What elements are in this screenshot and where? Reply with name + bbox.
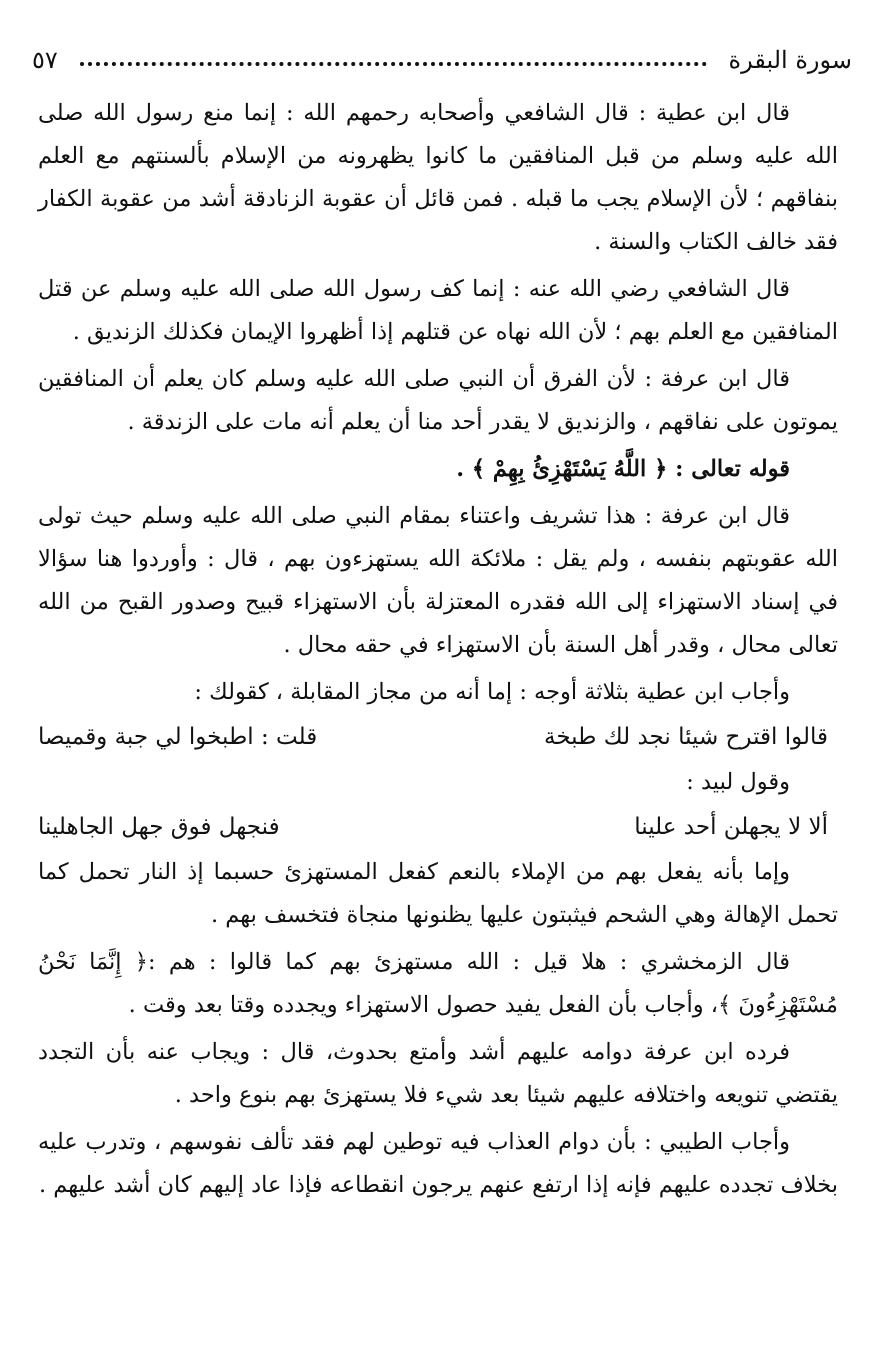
poetry-line-2 — [38, 806, 838, 849]
page-number: ٥٧ — [32, 46, 58, 74]
poetry-hemistich-left: قلت : اطبخوا لي جبة وقميصا — [38, 724, 318, 750]
poetry-hemistich-left: فنجهل فوق جهل الجاهلينا — [38, 814, 280, 840]
quran-verse-line: قوله تعالى : ﴿ اللَّهُ يَسْتَهْزِئُ بِهِمْ ﴾ . — [456, 456, 790, 482]
header-dotted-rule — [80, 62, 707, 66]
poetry-hemistich-right: قالوا اقترح شيئا نجد لك طبخة — [544, 724, 828, 750]
paragraph-6: وأجاب ابن عطية بثلاثة أوجه : إما أنه من مجاز المقابلة ، كقولك : — [194, 679, 790, 705]
page-body — [38, 92, 838, 1207]
paragraph-8: وإما بأنه يفعل بهم من الإملاء بالنعم كفعل المستهزئ حسبما إذ النار تحمل كما تحمل الإهالة وهي الشحم فيثبتون عليها يظنونها منجاة فتخسف بهم . — [38, 859, 838, 928]
page-header — [32, 40, 852, 80]
paragraph-1: قال ابن عطية : قال الشافعي وأصحابه رحمهم الله : إنما منع رسول الله صلى الله عليه وسلم من قبل المنافقين ما كانوا يظهرونه من الإسلام بألسنتهم مع العلم بنفاقهم ؛ لأن الإسلام يجب ما قبله . فمن قائل أن عقوبة الزنادقة أشد من عقوبة الكفار فقد خالف الكتاب والسنة . — [38, 100, 838, 255]
paragraph-9: قال الزمخشري : هلا قيل : الله مستهزئ بهم كما قالوا : هم :﴿ إِنَّمَا نَحْنُ مُسْتَهْزِءُونَ ﴾، وأجاب بأن الفعل يفيد حصول الاستهزاء ويجدده وقتا بعد وقت . — [38, 949, 838, 1018]
poet-attribution: وقول لبيد : — [686, 769, 790, 795]
paragraph-2: قال الشافعي رضي الله عنه : إنما كف رسول الله صلى الله عليه وسلم عن قتل المنافقين مع العلم بهم ؛ لأن الله نهاه عن قتلهم إذا أظهروا الإيمان فكذلك الزنديق . — [38, 276, 838, 345]
poetry-hemistich-right: ألا لا يجهلن أحد علينا — [634, 814, 828, 840]
paragraph-10: فرده ابن عرفة دوامه عليهم أشد وأمتع بحدوث، قال : ويجاب عنه بأن التجدد يقتضي تنويعه واختلافه عليهم شيئا بعد شيء فلا يستهزئ بهم بنوع واحد . — [38, 1039, 838, 1108]
poetry-line-1 — [38, 716, 838, 759]
paragraph-5: قال ابن عرفة : هذا تشريف واعتناء بمقام النبي صلى الله عليه وسلم حيث تولى الله عقوبتهم بنفسه ، ولم يقل : ملائكة الله يستهزءون بهم ، قال : وأوردوا هنا سؤالا في إسناد الاستهزاء إلى الله فقدره المعتزلة بأن الاستهزاء قبيح وصدور القبح من الله تعالى محال ، وقدر أهل السنة بأن الاستهزاء في حقه محال . — [38, 503, 838, 658]
paragraph-11: وأجاب الطيبي : بأن دوام العذاب فيه توطين لهم فقد تألف نفوسهم ، وتدرب عليه بخلاف تجدده عليهم فإنه إذا ارتفع عنهم يرجون انقطاعه فإذا عاد إليهم كان أشد عليهم . — [38, 1129, 838, 1198]
surah-title: سورة البقرة — [728, 46, 852, 74]
paragraph-3: قال ابن عرفة : لأن الفرق أن النبي صلى الله عليه وسلم كان يعلم أن المنافقين يموتون على نفاقهم ، والزنديق لا يقدر أحد منا أن يعلم أنه مات على الزندقة . — [38, 366, 838, 435]
